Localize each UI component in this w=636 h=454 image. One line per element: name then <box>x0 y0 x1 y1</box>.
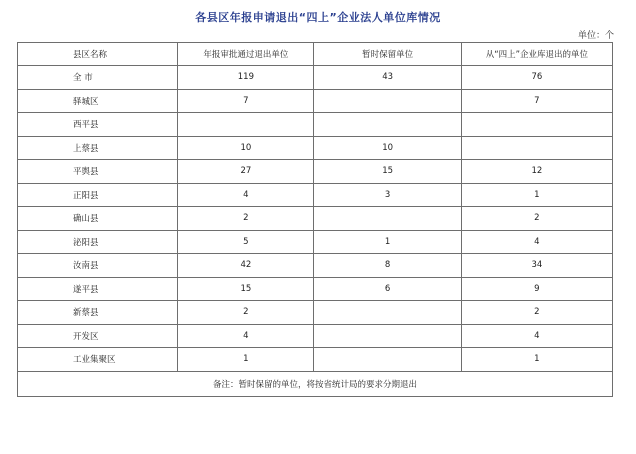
exited-cell: 1 <box>461 348 612 372</box>
exited-cell: 76 <box>461 66 612 90</box>
table-note: 备注：暂时保留的单位，将按省统计局的要求分期退出 <box>18 371 613 396</box>
retained-cell: 10 <box>314 136 461 160</box>
exited-cell: 4 <box>461 324 612 348</box>
table-row <box>18 254 613 278</box>
county-cell: 遂平县 <box>18 277 178 301</box>
table-row <box>18 348 613 372</box>
exited-cell: 2 <box>461 301 612 325</box>
county-cell: 开发区 <box>18 324 178 348</box>
table-header-row <box>18 43 613 66</box>
retained-cell <box>314 348 461 372</box>
unit-label: 单位：个 <box>577 31 614 41</box>
table-row <box>18 89 613 113</box>
county-cell: 工业集聚区 <box>18 348 178 372</box>
county-cell: 驿城区 <box>18 89 178 113</box>
exited-cell: 12 <box>461 160 612 184</box>
retained-cell: 1 <box>314 230 461 254</box>
retained-cell <box>314 207 461 231</box>
header-temporarily-retained: 暂时保留单位 <box>314 43 461 66</box>
header-county: 县区名称 <box>18 43 178 66</box>
retained-cell <box>314 89 461 113</box>
approved-exit-cell: 2 <box>178 207 314 231</box>
county-cell: 正阳县 <box>18 183 178 207</box>
county-cell: 泌阳县 <box>18 230 178 254</box>
table-row <box>18 136 613 160</box>
exited-cell: 2 <box>461 207 612 231</box>
retained-cell <box>314 113 461 137</box>
table-row <box>18 66 613 90</box>
county-cell: 上蔡县 <box>18 136 178 160</box>
exited-cell <box>461 136 612 160</box>
note-row <box>18 371 613 396</box>
retained-cell: 15 <box>314 160 461 184</box>
table-row <box>18 324 613 348</box>
exited-cell: 4 <box>461 230 612 254</box>
table-row <box>18 183 613 207</box>
approved-exit-cell: 5 <box>178 230 314 254</box>
header-exited-from-database: 从“四上”企业库退出的单位 <box>461 43 612 66</box>
table-row <box>18 160 613 184</box>
approved-exit-cell: 4 <box>178 183 314 207</box>
approved-exit-cell: 2 <box>178 301 314 325</box>
retained-cell: 8 <box>314 254 461 278</box>
county-cell: 汝南县 <box>18 254 178 278</box>
retained-cell <box>314 301 461 325</box>
county-cell: 新蔡县 <box>18 301 178 325</box>
approved-exit-cell: 7 <box>178 89 314 113</box>
retained-cell: 43 <box>314 66 461 90</box>
retained-cell <box>314 324 461 348</box>
table-row <box>18 230 613 254</box>
county-cell: 全 市 <box>18 66 178 90</box>
approved-exit-cell: 4 <box>178 324 314 348</box>
exited-cell <box>461 113 612 137</box>
county-cell: 西平县 <box>18 113 178 137</box>
approved-exit-cell: 119 <box>178 66 314 90</box>
exited-cell: 34 <box>461 254 612 278</box>
table-row <box>18 207 613 231</box>
county-cell: 确山县 <box>18 207 178 231</box>
approved-exit-cell: 15 <box>178 277 314 301</box>
table-row <box>18 277 613 301</box>
page-title: 各县区年报申请退出“四上”企业法人单位库情况 <box>195 11 441 24</box>
table-row <box>18 301 613 325</box>
data-table <box>17 42 613 397</box>
approved-exit-cell: 27 <box>178 160 314 184</box>
approved-exit-cell: 10 <box>178 136 314 160</box>
county-cell: 平舆县 <box>18 160 178 184</box>
table-row <box>18 113 613 137</box>
header-approved-exit: 年报审批通过退出单位 <box>178 43 314 66</box>
retained-cell: 6 <box>314 277 461 301</box>
exited-cell: 1 <box>461 183 612 207</box>
approved-exit-cell: 1 <box>178 348 314 372</box>
exited-cell: 7 <box>461 89 612 113</box>
approved-exit-cell <box>178 113 314 137</box>
exited-cell: 9 <box>461 277 612 301</box>
retained-cell: 3 <box>314 183 461 207</box>
approved-exit-cell: 42 <box>178 254 314 278</box>
